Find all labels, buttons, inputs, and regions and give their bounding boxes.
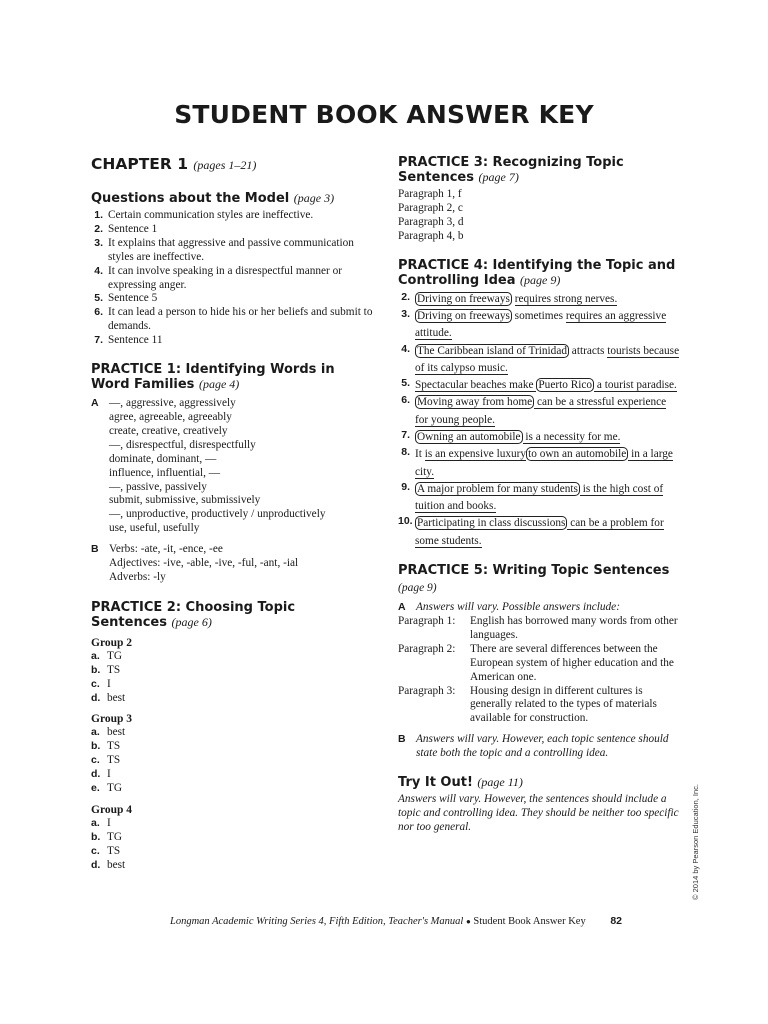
list-item bbox=[398, 429, 680, 446]
controlling-idea: is an expensive luxury bbox=[424, 448, 527, 461]
item-text: Sentence 11 bbox=[108, 334, 163, 347]
group-item bbox=[91, 726, 373, 740]
item-answer: TG bbox=[107, 782, 123, 795]
list-item bbox=[91, 334, 373, 348]
part-a-lines bbox=[109, 397, 373, 536]
practice4-title bbox=[398, 258, 680, 288]
paragraph-row bbox=[398, 643, 680, 685]
part-b-lines bbox=[109, 543, 373, 585]
item-number: 7. bbox=[94, 334, 103, 347]
item-answer: TG bbox=[107, 830, 123, 843]
practice4-section bbox=[398, 258, 680, 550]
item-answer: best bbox=[107, 691, 126, 704]
controlling-idea: in a large city. bbox=[415, 448, 673, 478]
item-answer: TS bbox=[107, 754, 121, 767]
group-item bbox=[91, 782, 373, 796]
bullet-icon: ● bbox=[465, 917, 471, 926]
controlling-idea: requires an aggressive attitude. bbox=[415, 309, 667, 340]
item-answer: TG bbox=[107, 649, 123, 662]
intro-text: Answers will vary. Possible answers include: bbox=[416, 601, 620, 614]
list-item bbox=[91, 209, 373, 223]
controlling-idea: a tourist paradise. bbox=[594, 379, 677, 392]
word-family-line: —, disrespectful, disrespectfully bbox=[109, 438, 256, 451]
practice3-title-text: PRACTICE 3: Recognizing Topic Sentences bbox=[398, 155, 624, 185]
controlling-idea: can be a stressful experience for young people. bbox=[415, 396, 667, 426]
practice4-list bbox=[398, 291, 680, 550]
group-item bbox=[91, 650, 373, 664]
copyright-notice: © 2014 by Pearson Education, Inc. bbox=[691, 783, 700, 900]
suffix-line: Adjectives: -ive, -able, -ive, -ful, -ant, -ial bbox=[109, 557, 299, 570]
item-answer: I bbox=[107, 817, 111, 829]
list-item bbox=[398, 515, 680, 550]
item-number: 3. bbox=[94, 236, 103, 249]
word-family-line: agree, agreeable, agreeably bbox=[109, 410, 232, 423]
part-label: A bbox=[91, 397, 99, 410]
item-text: Sentence 5 bbox=[108, 292, 158, 305]
try-pages: (page 11) bbox=[477, 775, 523, 790]
item-answer: TS bbox=[107, 844, 121, 857]
group-title: Group 4 bbox=[91, 804, 133, 816]
practice1-part-b bbox=[91, 543, 373, 585]
controlling-idea: can be a problem for some students. bbox=[415, 517, 664, 547]
chapter-heading bbox=[91, 155, 373, 173]
practice5-a-intro bbox=[398, 601, 680, 615]
list-item bbox=[398, 377, 680, 394]
paragraph-answer: Paragraph 4, b bbox=[398, 229, 464, 242]
item-letter: e. bbox=[91, 782, 100, 795]
practice4-title-text: PRACTICE 4: Identifying the Topic and Controlling Idea bbox=[398, 257, 676, 288]
item-text: It explains that aggressive and passive communication styles are ineffective. bbox=[108, 236, 354, 263]
practice2-pages: (page 6) bbox=[171, 614, 212, 629]
group-title: Group 2 bbox=[91, 636, 133, 649]
list-item bbox=[398, 481, 680, 516]
practice1-section bbox=[91, 362, 373, 585]
practice5-title-text: PRACTICE 5: Writing Topic Sentences bbox=[398, 563, 670, 579]
item-number: 4. bbox=[94, 264, 103, 277]
practice2-section bbox=[91, 600, 373, 873]
item-letter: a. bbox=[91, 817, 100, 829]
group-item bbox=[91, 740, 373, 754]
item-number: 1. bbox=[94, 209, 103, 221]
practice5-title bbox=[398, 563, 680, 578]
item-number: 6. bbox=[94, 306, 103, 319]
group-item bbox=[91, 831, 373, 845]
item-answer: I bbox=[107, 768, 111, 781]
practice5-part-b bbox=[398, 733, 680, 761]
item-number: 2. bbox=[94, 222, 103, 235]
item-number: 3. bbox=[401, 307, 410, 320]
paragraph-text: English has borrowed many words from other languages. bbox=[470, 614, 678, 641]
item-number: 7. bbox=[401, 429, 410, 441]
list-item bbox=[398, 446, 680, 481]
topic-box: Driving on freeways bbox=[417, 309, 510, 322]
group-item bbox=[91, 817, 373, 831]
list-item bbox=[398, 291, 680, 308]
item-letter: d. bbox=[91, 768, 101, 781]
practice1-title-text: PRACTICE 1: Identifying Words in Word Families bbox=[91, 362, 335, 393]
item-text: Sentence 1 bbox=[108, 222, 158, 235]
topic-box: Participating in class discussions bbox=[417, 517, 566, 530]
suffix-line: Verbs: -ate, -it, -ence, -ee bbox=[109, 543, 223, 556]
suffix-line: Adverbs: -ly bbox=[109, 570, 166, 583]
item-letter: d. bbox=[91, 691, 101, 704]
list-item bbox=[91, 237, 373, 265]
practice2-title-text: PRACTICE 2: Choosing Topic Sentences bbox=[91, 599, 296, 630]
try-section bbox=[398, 775, 680, 835]
item-letter: c. bbox=[91, 677, 100, 690]
controlling-idea: is a necessity for me. bbox=[522, 431, 621, 443]
word-family-line: influence, influential, — bbox=[109, 466, 221, 479]
item-number: 5. bbox=[401, 377, 410, 390]
practice2-title bbox=[91, 600, 373, 630]
topic-box: Puerto Rico bbox=[538, 379, 593, 392]
item-number: 8. bbox=[401, 446, 410, 459]
topic-box: The Caribbean island of Trinidad bbox=[417, 344, 567, 357]
try-title-text: Try It Out! bbox=[398, 775, 473, 791]
paragraph-label: Paragraph 1: bbox=[398, 614, 456, 627]
item-number: 2. bbox=[401, 290, 410, 303]
practice3-section bbox=[398, 155, 680, 244]
controlling-idea: Spectacular beaches make bbox=[415, 379, 537, 392]
practice5-section bbox=[398, 563, 680, 761]
group-item bbox=[91, 692, 373, 706]
item-answer: best bbox=[107, 726, 126, 739]
group-item bbox=[91, 678, 373, 692]
item-text: Certain communication styles are ineffective. bbox=[108, 209, 314, 221]
topic-box: Moving away from home bbox=[417, 396, 533, 409]
word-family-line: dominate, dominant, — bbox=[109, 452, 217, 465]
page-title: STUDENT BOOK ANSWER KEY bbox=[174, 100, 594, 129]
part-b-text: Answers will vary. However, each topic sentence should state both the topic and a controlling idea. bbox=[416, 733, 669, 760]
item-letter: b. bbox=[91, 663, 101, 676]
item-number: 6. bbox=[401, 394, 410, 407]
item-number: 10. bbox=[398, 515, 413, 528]
list-item bbox=[91, 292, 373, 306]
paragraph-answer: Paragraph 1, f bbox=[398, 188, 462, 200]
controlling-idea: is the high cost of tuition and books. bbox=[415, 482, 664, 513]
item-number: 9. bbox=[401, 480, 410, 493]
controlling-idea: tourists because of its calypso music. bbox=[415, 344, 680, 374]
paragraph-row bbox=[398, 685, 680, 727]
group-item bbox=[91, 859, 373, 873]
item-letter: b. bbox=[91, 830, 101, 843]
item-number: 5. bbox=[94, 292, 103, 305]
word-family-line: submit, submissive, submissively bbox=[109, 494, 261, 507]
practice3-title bbox=[398, 155, 680, 185]
word-family-line: use, useful, usefully bbox=[109, 522, 200, 535]
practice1-part-a bbox=[91, 397, 373, 536]
item-text: It can involve speaking in a disrespectful manner or expressing anger. bbox=[108, 264, 343, 291]
paragraph-label: Paragraph 3: bbox=[398, 684, 456, 697]
item-answer: best bbox=[107, 858, 126, 871]
practice1-title bbox=[91, 362, 373, 392]
questions-section bbox=[91, 191, 373, 348]
practice4-pages: (page 9) bbox=[520, 272, 561, 287]
right-column bbox=[398, 155, 680, 835]
word-family-line: create, creative, creatively bbox=[109, 424, 228, 437]
left-column bbox=[91, 155, 373, 873]
group-item bbox=[91, 664, 373, 678]
chapter-pages: (pages 1–21) bbox=[193, 158, 257, 172]
item-letter: c. bbox=[91, 844, 100, 857]
paragraph-text: Housing design in different cultures is generally related to the types of materials available for construction. bbox=[470, 684, 657, 725]
list-item bbox=[91, 223, 373, 237]
practice3-pages: (page 7) bbox=[478, 170, 519, 184]
page-number: 82 bbox=[610, 915, 623, 927]
item-answer: TS bbox=[107, 740, 121, 753]
questions-list bbox=[91, 209, 373, 348]
paragraph-row bbox=[398, 615, 680, 643]
item-letter: b. bbox=[91, 740, 101, 753]
practice1-pages: (page 4) bbox=[198, 377, 240, 392]
item-answer: I bbox=[107, 677, 111, 690]
word-family-line: —, unproductive, productively / unproductively bbox=[109, 508, 326, 521]
page-footer bbox=[170, 915, 680, 927]
item-answer: TS bbox=[107, 663, 121, 676]
item-letter: a. bbox=[91, 726, 100, 739]
plain-text: sometimes bbox=[511, 309, 566, 322]
list-item bbox=[91, 265, 373, 293]
group-item bbox=[91, 768, 373, 782]
item-letter: c. bbox=[91, 754, 100, 767]
group-item bbox=[91, 845, 373, 859]
controlling-idea: requires strong nerves. bbox=[514, 292, 618, 305]
group-item bbox=[91, 754, 373, 768]
try-title bbox=[398, 775, 680, 790]
list-item bbox=[398, 308, 680, 343]
word-family-line: —, aggressive, aggressively bbox=[109, 397, 236, 410]
paragraph-answer: Paragraph 2, c bbox=[398, 201, 463, 214]
item-letter: a. bbox=[91, 649, 100, 662]
list-item bbox=[398, 394, 680, 429]
topic-box: Driving on freeways bbox=[417, 292, 510, 305]
paragraph-answer: Paragraph 3, d bbox=[398, 215, 464, 228]
questions-title-text: Questions about the Model bbox=[91, 191, 290, 206]
paragraph-label: Paragraph 2: bbox=[398, 642, 456, 655]
part-label: A bbox=[398, 601, 406, 614]
part-label: B bbox=[91, 543, 99, 556]
item-text: It can lead a person to hide his or her beliefs and submit to demands. bbox=[108, 306, 373, 333]
questions-title bbox=[91, 191, 373, 206]
plain-text: It bbox=[415, 448, 425, 461]
topic-box: to own an automobile bbox=[528, 448, 627, 461]
practice5-part-a bbox=[398, 601, 680, 726]
topic-box: Owning an automobile bbox=[417, 431, 521, 443]
word-family-line: —, passive, passively bbox=[109, 480, 207, 493]
part-label: B bbox=[398, 733, 406, 746]
group-title: Group 3 bbox=[91, 713, 133, 726]
plain-text: attracts bbox=[568, 344, 608, 357]
series-title: Longman Academic Writing Series 4, Fifth Edition, Teacher's Manual bbox=[170, 916, 464, 927]
topic-box: A major problem for many students bbox=[417, 482, 578, 495]
try-text: Answers will vary. However, the sentences should include a topic and controlling idea. They should be neither too specific nor too general. bbox=[398, 793, 679, 833]
item-number: 4. bbox=[401, 342, 410, 355]
paragraph-text: There are several differences between the European system of higher education and the American one. bbox=[470, 642, 674, 683]
chapter-label: CHAPTER 1 bbox=[91, 155, 188, 173]
item-letter: d. bbox=[91, 858, 101, 871]
list-item bbox=[91, 306, 373, 334]
section-name: Student Book Answer Key bbox=[473, 916, 586, 927]
practice5-pages: (page 9) bbox=[398, 582, 437, 595]
questions-pages: (page 3) bbox=[293, 191, 335, 205]
list-item bbox=[398, 343, 680, 378]
